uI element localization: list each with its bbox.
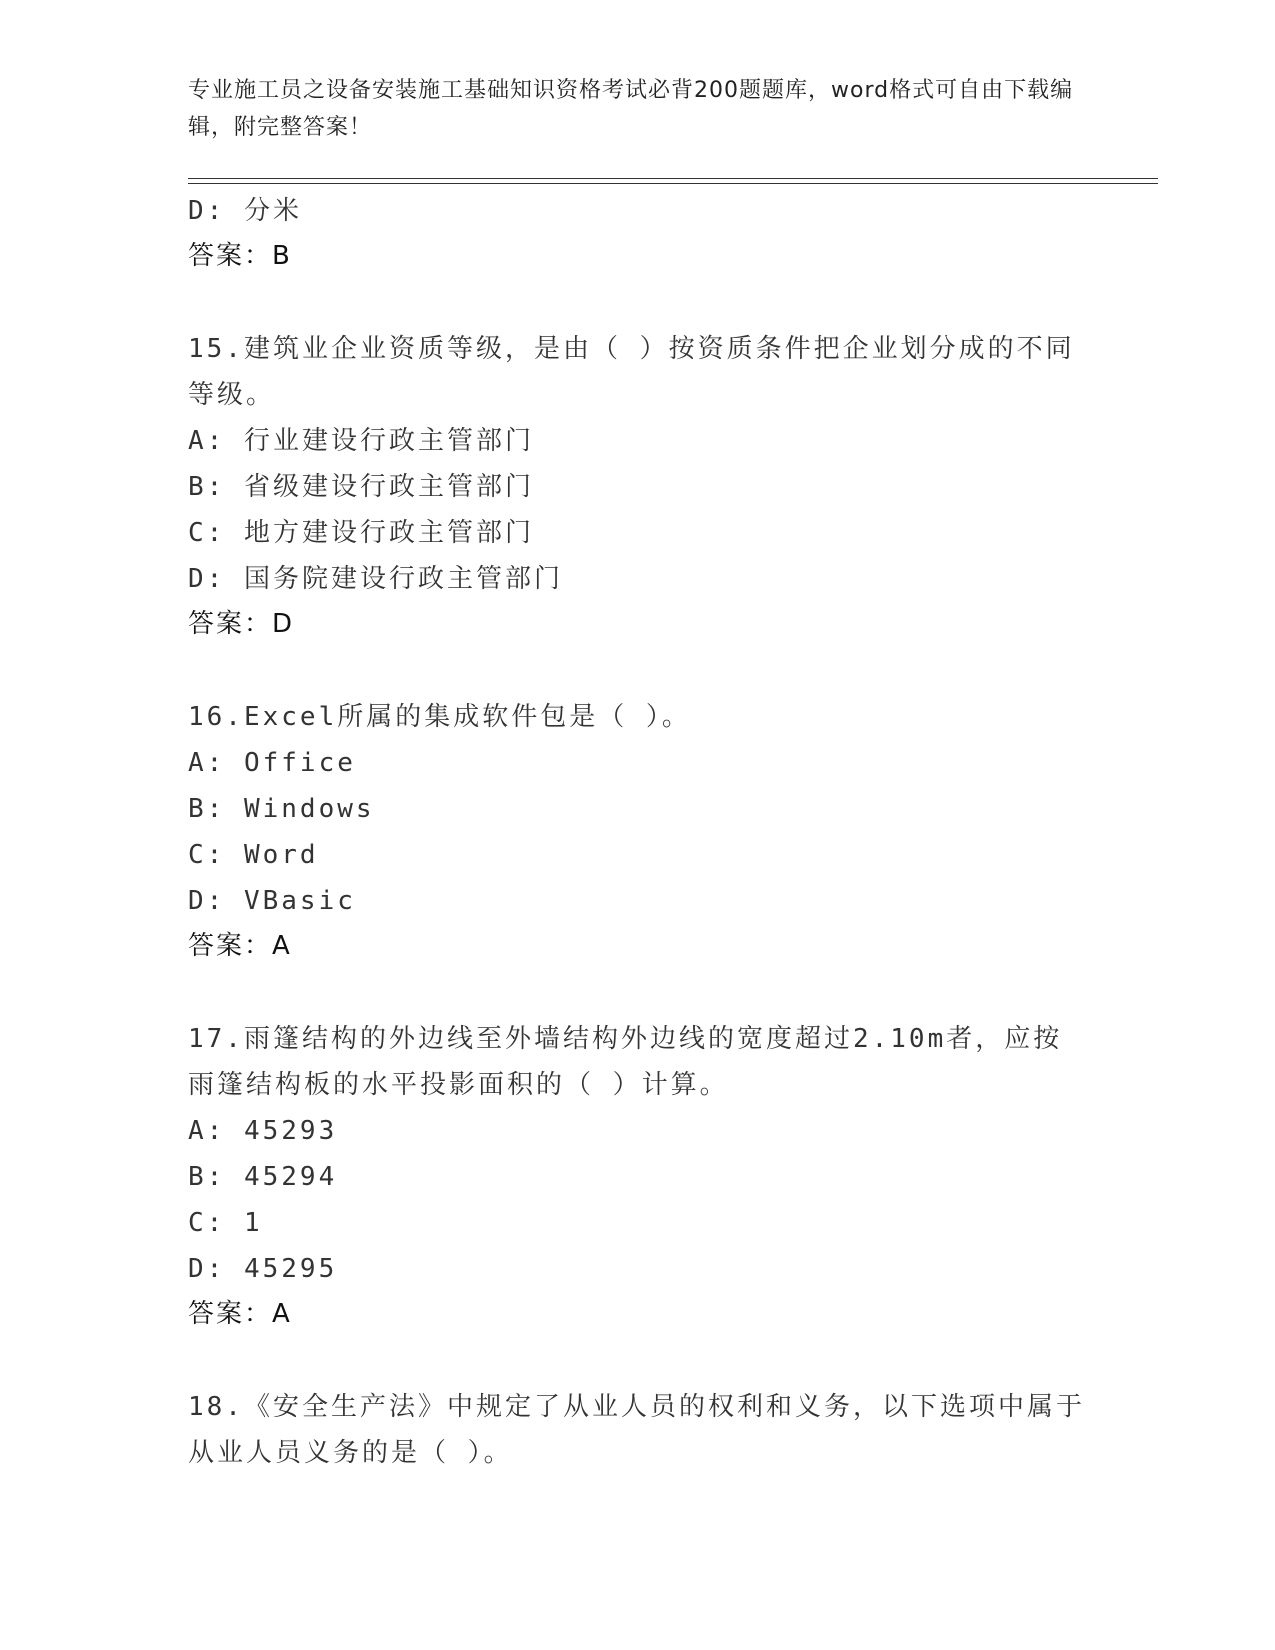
question-list — [188, 188, 1088, 1476]
page-header: 专业施工员之设备安装施工基础知识资格考试必背200题题库，word格式可自由下载编辑，附完整答案！ — [188, 78, 1074, 140]
option-c: C: 地方建设行政主管部门 — [188, 518, 534, 548]
option-b: B: 省级建设行政主管部门 — [188, 472, 534, 502]
question-text: 16.Excel所属的集成软件包是（ ）。 — [188, 702, 691, 732]
spacer — [188, 968, 1088, 1016]
header-rule-bottom — [188, 183, 1158, 184]
question-text: 18.《安全生产法》中规定了从业人员的权利和义务，以下选项中属于从业人员义务的是（ ）。 — [188, 1392, 1085, 1468]
option-d: D: 国务院建设行政主管部门 — [188, 564, 563, 594]
question-18 — [188, 1384, 1088, 1476]
option-c: C: 1 — [188, 1208, 263, 1238]
answer: 答案：D — [188, 609, 295, 639]
question-text: 17.雨篷结构的外边线至外墙结构外边线的宽度超过2.10m者，应按雨篷结构板的水平投影面积的（ ）计算。 — [188, 1024, 1063, 1100]
option-a: A: 45293 — [188, 1116, 338, 1146]
question-15 — [188, 326, 1088, 646]
option-a: A: Office — [188, 748, 356, 778]
question-text: 15.建筑业企业资质等级，是由（ ）按资质条件把企业划分成的不同等级。 — [188, 334, 1075, 410]
question-16 — [188, 694, 1088, 968]
answer: 答案：A — [188, 1299, 292, 1329]
option-b: B: Windows — [188, 794, 375, 824]
spacer — [188, 646, 1088, 694]
answer: 答案：A — [188, 931, 292, 961]
prev-answer: 答案：B — [188, 241, 292, 271]
option-d: D: VBasic — [188, 886, 356, 916]
spacer — [188, 278, 1088, 326]
question-17 — [188, 1016, 1088, 1336]
header-rule-top — [188, 178, 1158, 179]
spacer — [188, 1336, 1088, 1384]
option-b: B: 45294 — [188, 1162, 338, 1192]
option-d: D: 45295 — [188, 1254, 338, 1284]
prev-option-d: D: 分米 — [188, 196, 302, 226]
option-c: C: Word — [188, 840, 319, 870]
option-a: A: 行业建设行政主管部门 — [188, 426, 534, 456]
